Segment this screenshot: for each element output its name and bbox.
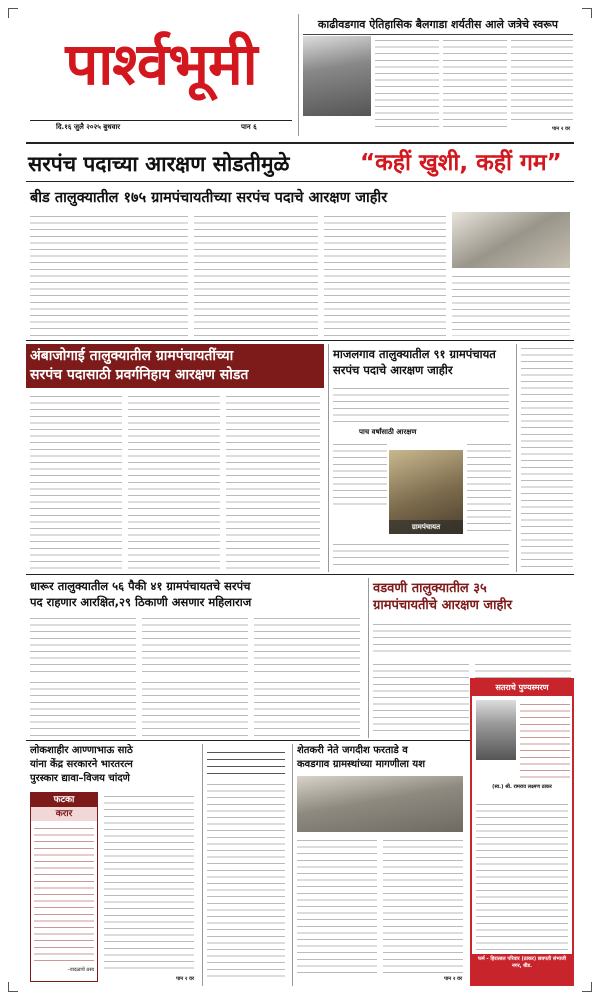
masthead [26, 14, 294, 136]
story-beed [26, 186, 574, 338]
memorial-footer: फर्म - हिरालाल परिवार (ठाकर) छत्रपती संभाजी नगर, बीड. [472, 954, 572, 984]
story-dharur-headline-1: धारूर तालुक्यातील ५६ पैकी ४१ ग्रामपंचायतचे सरपंच [30, 579, 251, 593]
story-shetkari-headline-2: कवडगाव ग्रामस्थांच्या मागणीला यश [297, 759, 426, 770]
top-story [298, 14, 574, 136]
story-wadwani-headline: वडवणी तालुक्यातील ३५ ग्रामपंचायतीचे आरक्षण जाहीर [369, 578, 574, 616]
story-majalgaon-subhead: पाच वर्षांसाठी आरक्षण [359, 428, 417, 436]
story-ambajogai [26, 344, 324, 572]
phatka-signature: –वादळाचे ठसा [67, 967, 94, 973]
memorial-ad [470, 678, 574, 986]
banner-headline [26, 142, 574, 182]
story-dharur-headline-2: पद राहणार आरक्षित,२९ ठिकाणी असणार महिलाराज [30, 595, 252, 609]
story-beed-photo [452, 212, 570, 268]
fold-mark [582, 982, 592, 992]
fold-mark [582, 8, 592, 18]
top-story-continued: पान २ वर [552, 126, 570, 132]
phatka-box [30, 792, 98, 982]
story-lokshahir [26, 744, 198, 986]
phatka-label: फटका [31, 793, 97, 807]
banner-headline-black: सरपंच पदाच्या आरक्षण सोडतीमुळे [28, 152, 290, 176]
story-majalgaon-headline-1: माजलगाव तालुक्यातील ९१ ग्रामपंचायत [333, 347, 496, 361]
memorial-name: (स्व.) श्री. रामराव लक्ष्मण ठाकर [492, 784, 552, 790]
story-beed-headline: बीड तालुक्यातील १७५ ग्रामपंचायतीच्या सरपंच पदाचे आरक्षण जाहीर [30, 190, 388, 206]
story-middle [202, 744, 288, 986]
story-ambajogai-headline: अंबाजोगाई तालुक्यातील ग्रामपंचायतींच्या सरपंच पदासाठी प्रवर्गनिहाय आरक्षण सोडत [26, 344, 324, 388]
page-number: पान ६ [241, 123, 257, 131]
story-shetkari-continued: पान २ वर [444, 976, 462, 982]
phatka-title: करार [31, 807, 97, 821]
fold-mark [8, 982, 18, 992]
banner-headline-red: “कहीं खुशी, कहीं गम” [360, 150, 562, 176]
memorial-portrait [476, 700, 516, 760]
story-lokshahir-headline-3: पुरस्कार द्यावा–विजय चांदणे [30, 773, 130, 784]
story-shetkari [292, 744, 466, 986]
story-shetkari-headline-1: शेतकरी नेते जगदीश फरताडे व [297, 745, 408, 756]
masthead-title: पार्श्वभूमी [65, 30, 257, 98]
right-column-list [516, 344, 574, 572]
story-majalgaon-headline-2: सरपंच पदाचे आरक्षण जाहीर [333, 363, 453, 377]
story-lokshahir-headline-2: यांना केंद्र सरकारने भारतरत्न [30, 759, 133, 770]
story-lokshahir-continued: पान २ वर [176, 976, 194, 982]
story-majalgaon [328, 344, 512, 572]
top-story-headline: काढीवडगाव ऐतिहासिक बैलगाडा शर्यतीस आले जत्रेचे स्वरूप [303, 18, 573, 35]
top-story-photo [303, 36, 371, 116]
dateline: दि.१६ जुलै २०२५ बुधवार [56, 123, 121, 131]
story-lokshahir-headline-1: लोकशाहीर आण्णाभाऊ साठे [30, 745, 133, 756]
memorial-heading: सतराचे पुण्यस्मरण [472, 680, 572, 696]
story-shetkari-photo [297, 776, 463, 832]
fold-mark [8, 8, 18, 18]
story-dharur [26, 578, 364, 738]
story-majalgaon-photo-caption: ग्रामपंचायत [389, 520, 463, 534]
newspaper-page [26, 14, 574, 986]
